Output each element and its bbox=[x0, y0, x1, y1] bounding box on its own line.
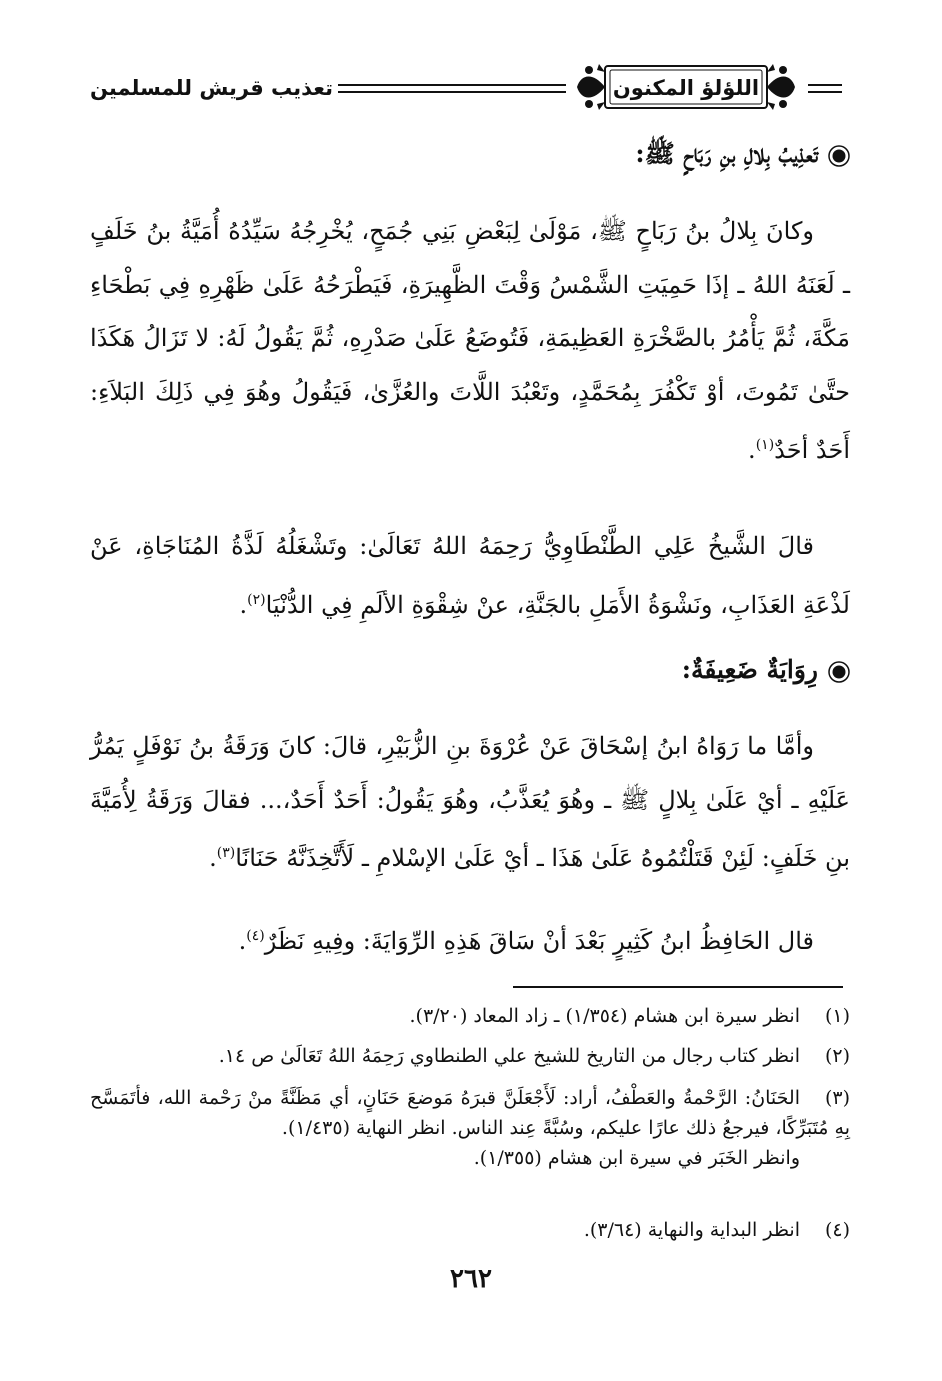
footnote-text: انظر سيرة ابن هشام (١/٣٥٤) ـ زاد المعاد (٣/٢٠). bbox=[409, 1005, 800, 1027]
footnote-number: (٢) bbox=[824, 1045, 850, 1067]
footnote bbox=[90, 1041, 850, 1071]
footnote-number: (١) bbox=[824, 1005, 850, 1027]
paragraph-end: . bbox=[209, 844, 217, 872]
paragraph bbox=[90, 720, 850, 886]
page-header bbox=[90, 58, 842, 116]
header-double-rule bbox=[338, 84, 566, 93]
paragraph-end: . bbox=[748, 436, 756, 464]
paragraph bbox=[90, 205, 850, 478]
footnote-ref[interactable]: (١) bbox=[755, 437, 775, 453]
footnote-ref[interactable]: (٣) bbox=[216, 845, 236, 861]
footnote-text: وانظر الخَبَر في سيرة ابن هشام (١/٣٥٥). bbox=[473, 1147, 800, 1169]
page-number: ٢٦٢ bbox=[450, 1264, 492, 1294]
footnote-ref[interactable]: (٢) bbox=[247, 591, 266, 608]
footnote-separator bbox=[513, 986, 843, 988]
footnote bbox=[90, 1215, 850, 1245]
paragraph-end: . bbox=[239, 590, 248, 619]
paragraph-text: وأمَّا ما رَوَاهُ ابنُ إسْحَاقَ عَنْ عُرْوَةَ بنِ الزُّبَيْرِ، قالَ: كانَ وَرَقَةُ بنُ نَوْفَلٍ يَمُرُّ عَلَيْهِ ـ أيْ عَلَىٰ بِلالٍ ﷺ ـ وهُوَ يُعَذَّبُ، وهُوَ يَقُولُ: أَحَدٌ أَحَدٌ،... فقالَ وَرَقَةُ لِأُمَيَّةَ بنِ خَلَفٍ: لَئِنْ قَتَلْتُمُوهُ عَلَىٰ هَذَا ـ أيْ عَلَىٰ الإسْلامِ ـ لَأَتَّخِذَنَّهُ حَنَانًا bbox=[90, 732, 850, 872]
book-title-ornament bbox=[575, 58, 797, 116]
paragraph bbox=[90, 520, 850, 632]
paragraph-text: وكانَ بِلالُ بنُ رَبَاحٍ ﷺ، مَوْلَىٰ لِبَعْضِ بَنِي جُمَحٍ، يُخْرِجُهُ سَيِّدُهُ أُمَيَّةُ بنُ خَلَفٍ ـ لَعَنَهُ اللهُ ـ إذَا حَمِيَتِ الشَّمْسُ وَقْتَ الظَّهِيرَةِ، فَيَطْرَحُهُ عَلَىٰ ظَهْرِهِ فِي بَطْحَاءِ مَكَّةَ، ثُمَّ يَأْمُرُ بالصَّخْرَةِ العَظِيمَةِ، فَتُوضَعُ عَلَىٰ صَدْرِهِ، ثُمَّ يَقُولُ لَهُ: لا تَزَالُ هَكَذَا حتَّىٰ تَمُوتَ، أوْ تَكْفُرَ بِمُحَمَّدٍ، وتَعْبُدَ اللَّاتَ والعُزَّىٰ، فَيَقُولُ وهُوَ فِي ذَلِكَ البَلاَءِ: أَحَدٌ أحَدٌ bbox=[90, 217, 850, 464]
header-rule-end bbox=[808, 84, 842, 93]
running-title: تعذيب قريش للمسلمين bbox=[90, 76, 334, 100]
footnote bbox=[90, 1001, 850, 1031]
book-title: اللؤلؤ المكنون bbox=[612, 76, 760, 100]
paragraph-text: قال الحَافِظُ ابنُ كَثِيرٍ بَعْدَ أنْ سَاقَ هَذِهِ الرِّوَايَةَ: وفِيهِ نَظَرٌ bbox=[264, 927, 814, 955]
footnote-number: (٤) bbox=[824, 1219, 850, 1241]
flower-bullet-icon bbox=[828, 145, 850, 167]
section-heading bbox=[635, 138, 850, 175]
footnote bbox=[90, 1083, 850, 1173]
section-heading bbox=[682, 655, 850, 684]
paragraph-end: . bbox=[238, 927, 247, 955]
footnote-text: انظر البداية والنهاية (٣/٦٤). bbox=[583, 1219, 800, 1241]
flower-bullet-icon bbox=[828, 661, 850, 683]
footnote-text: الحَنَانُ: الرَّحْمةُ والعَطْفُ، أراد: لَأَجْعَلَنَّ قبرَهُ مَوضعَ حَنَانٍ، أي مَظَنَّةً منْ رَحْمة الله، فأتَمَسَّح بِهِ مُتَبَرِّكًا، فيرجعُ ذلك عارًا عليكم، وسُبَّةً عِند الناس. انظر النهاية (١/٤٣٥). bbox=[90, 1087, 850, 1139]
footnote-ref[interactable]: (٤) bbox=[246, 928, 265, 944]
section-title: تَعذِيبُ بِلالِ بنِ رَبَاحٍ ﷺ: bbox=[635, 139, 818, 168]
paragraph bbox=[90, 910, 850, 969]
section-title: رِوَايَةٌ ضَعِيفَةٌ: bbox=[681, 655, 818, 684]
footnote-number: (٣) bbox=[824, 1087, 850, 1109]
footnote-text: انظر كتاب رجال من التاريخ للشيخ علي الطنطاوي رَحِمَهُ اللهُ تَعَالَىٰ ص ١٤. bbox=[218, 1045, 800, 1067]
paragraph-text: قالَ الشَّيخُ عَلِي الطَّنْطَاوِيُّ رَحِمَهُ اللهُ تَعَالَىٰ: وتَشْغَلُهُ لَذَّةُ المُنَاجَاةِ، عَنْ لَذْعَةِ العَذَابِ، ونَشْوَةُ الأَمَلِ بالجَنَّةِ، عنْ شِقْوَةِ الألَمِ فِي الدُّنْيَا bbox=[90, 532, 850, 619]
